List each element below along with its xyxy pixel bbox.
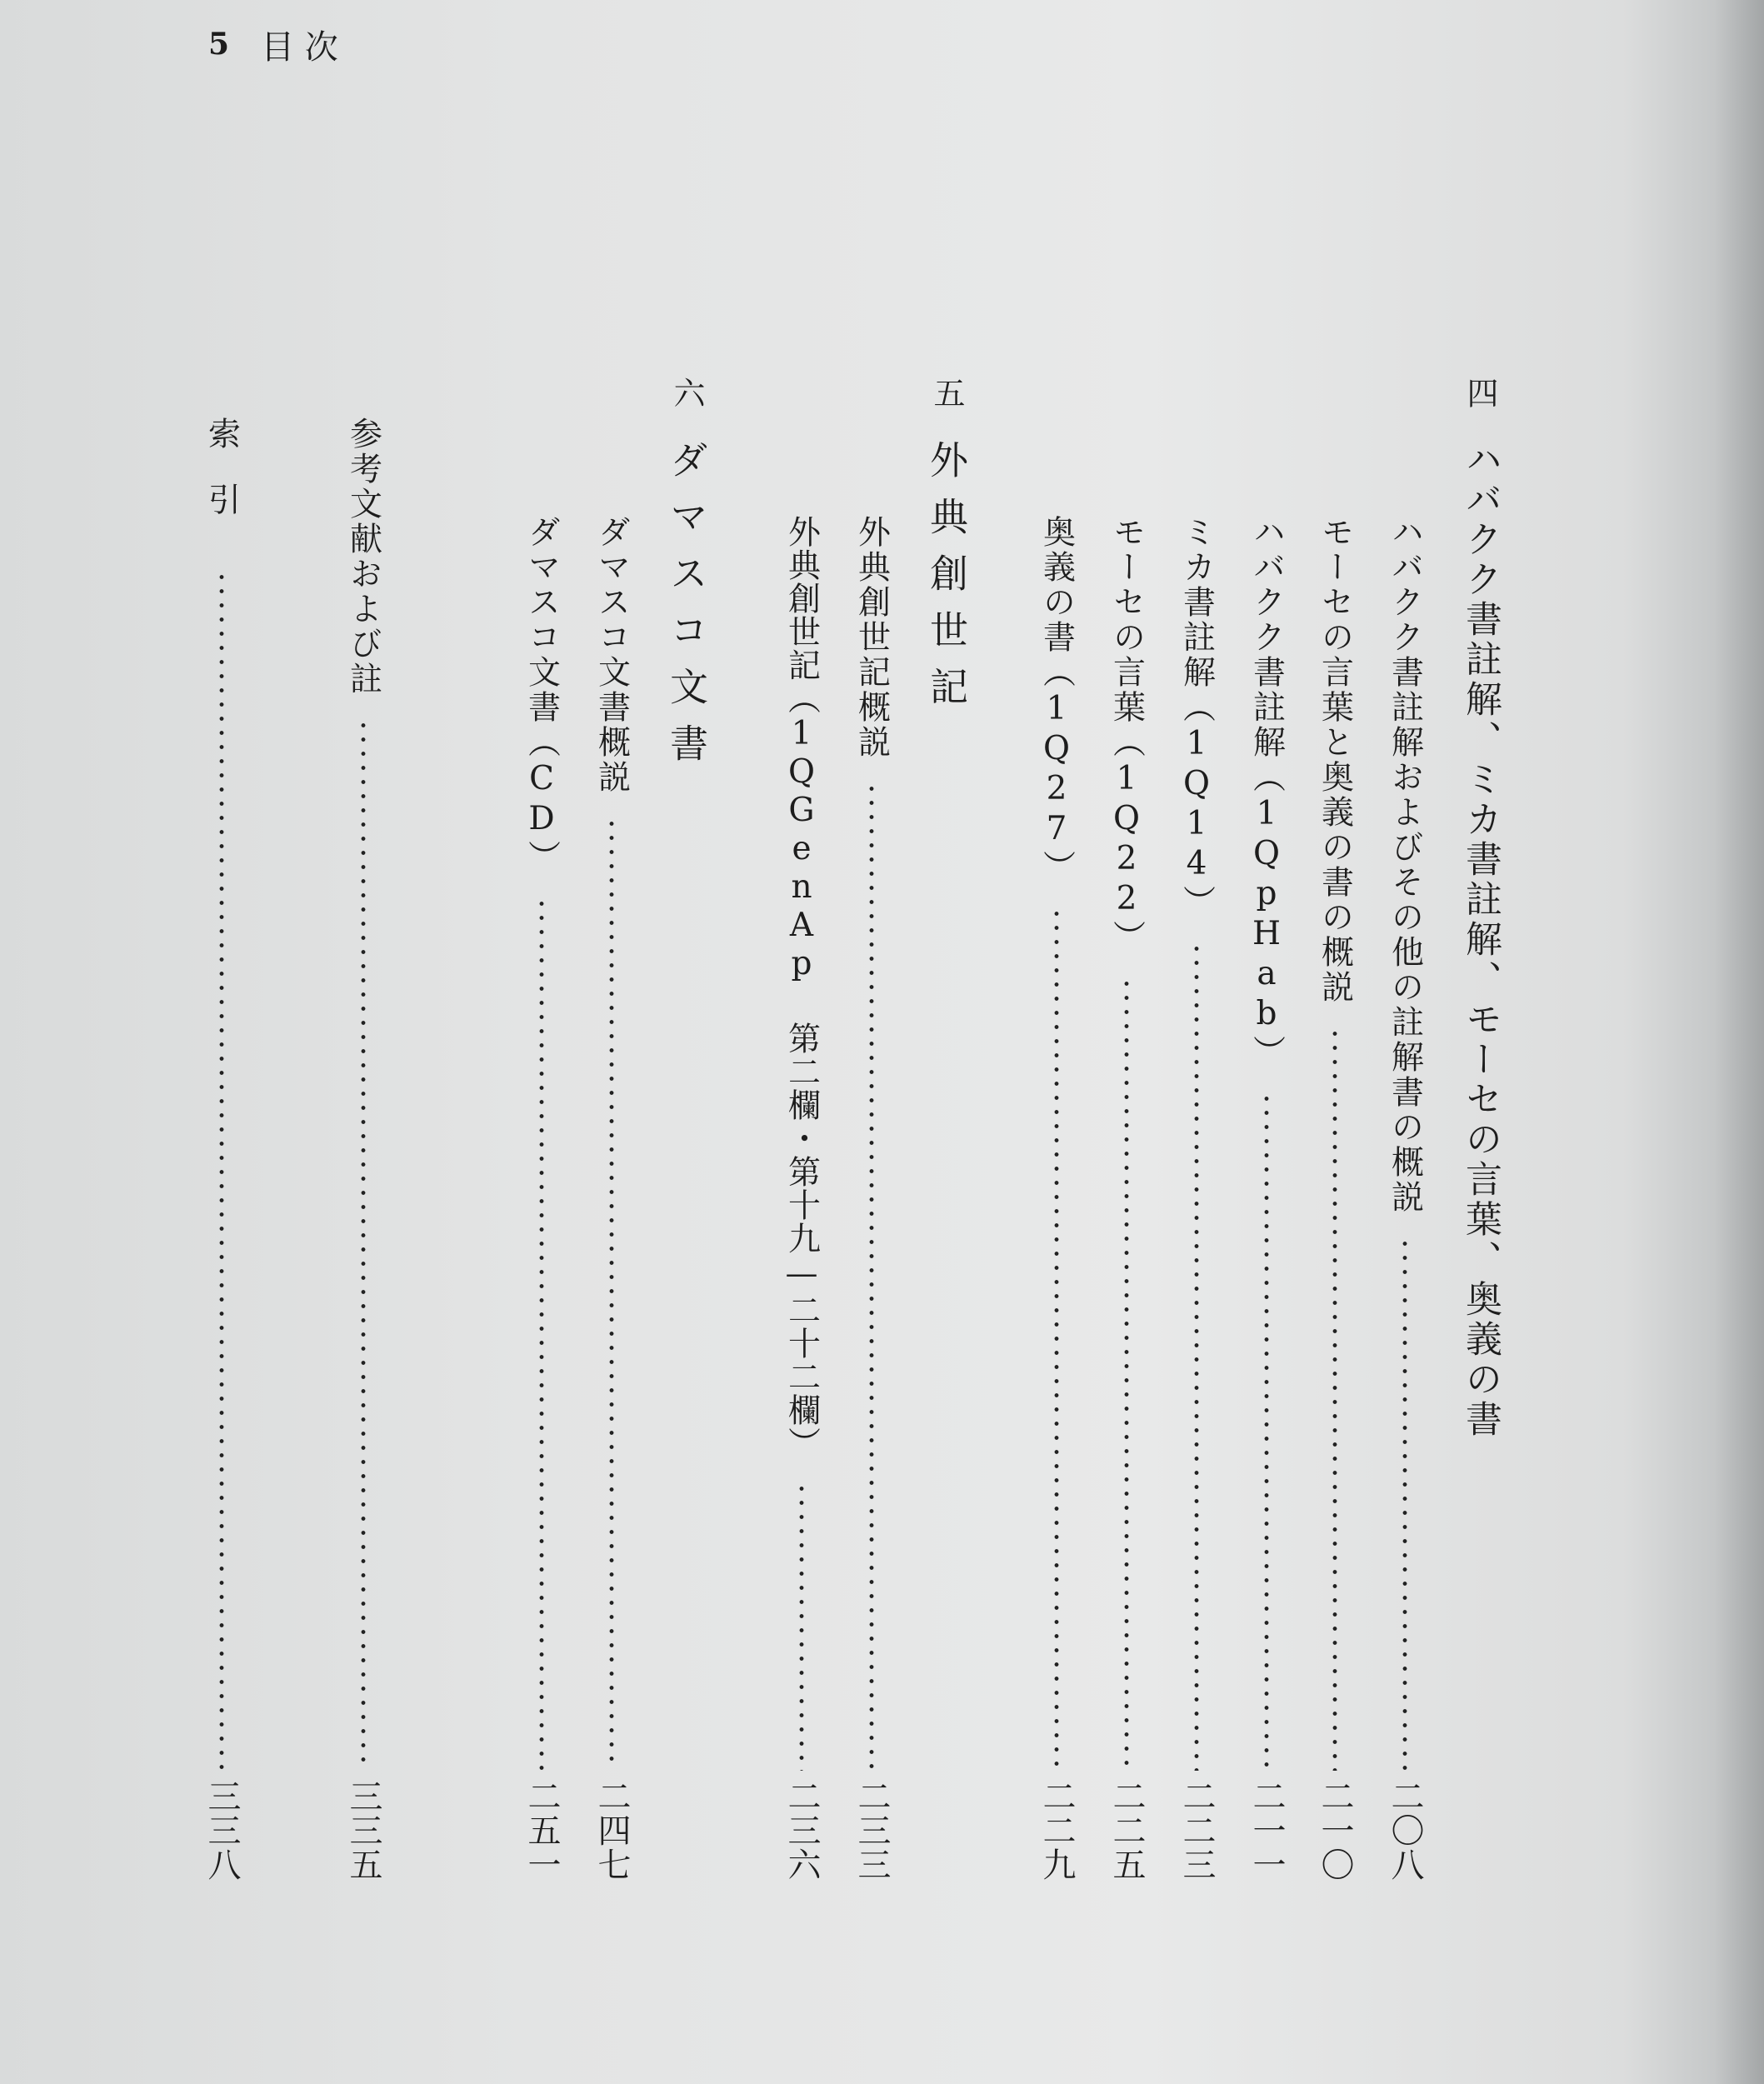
toc-entry-title: ハバクク書註解（1QpHab） xyxy=(1247,515,1286,1070)
toc-entry-title: 外典創世記（1QGenAp 第二欄・第十九—二十二欄） xyxy=(782,515,821,1460)
toc-entry[interactable] xyxy=(1032,515,1082,1882)
toc-entry-title: ダマスコ文書（CD） xyxy=(522,515,561,875)
leader-dots xyxy=(868,782,875,1771)
toc-entry[interactable] xyxy=(517,515,567,1882)
leader-dots xyxy=(1332,1027,1338,1771)
leader-dots xyxy=(1402,1237,1408,1771)
chapter-6-heading xyxy=(662,377,712,793)
page-edge-shadow xyxy=(1714,0,1764,2084)
chapter-numeral: 六 xyxy=(668,377,705,408)
toc-entry[interactable] xyxy=(777,515,827,1882)
toc-entry[interactable] xyxy=(1310,515,1360,1882)
toc-entry[interactable] xyxy=(847,515,897,1882)
toc-entry[interactable] xyxy=(1102,515,1152,1882)
chapter-4-heading xyxy=(1455,377,1505,1460)
toc-entry-title: 外典創世記概説 xyxy=(852,515,891,760)
chapter-title: 外典創世記 xyxy=(924,440,969,723)
chapter-title: ハバクク書註解、ミカ書註解、モーセの言葉、奥義の書 xyxy=(1459,440,1502,1440)
chapter-title: ダマスコ文書 xyxy=(664,440,709,780)
toc-entry-page: 二三三 xyxy=(852,1779,891,1882)
leader-dots xyxy=(1053,907,1060,1771)
toc-entry-title: ハバクク書註解およびその他の註解書の概説 xyxy=(1386,515,1424,1215)
page-number: 5 xyxy=(208,27,230,62)
leader-dots xyxy=(360,718,367,1771)
toc-entry[interactable] xyxy=(1172,515,1222,1882)
leader-dots xyxy=(1193,942,1200,1771)
chapter-numeral: 五 xyxy=(928,377,965,408)
toc-entry-page: 二二五 xyxy=(1107,1779,1146,1882)
leader-dots xyxy=(1263,1092,1270,1771)
toc-entry[interactable] xyxy=(1242,515,1292,1882)
toc-entry-page: 二三六 xyxy=(782,1779,821,1882)
toc-entry-page: 二四七 xyxy=(592,1779,631,1882)
toc-entry-page: 二五一 xyxy=(522,1779,561,1882)
toc-entry-title: モーセの言葉と奥義の書の概説 xyxy=(1316,515,1354,1005)
leader-dots xyxy=(218,570,225,1771)
toc-entry-title: 奥義の書（1Q27） xyxy=(1037,515,1076,885)
toc-entry-page: 二一一 xyxy=(1247,1779,1286,1882)
chapter-numeral: 四 xyxy=(1462,377,1498,408)
leader-dots xyxy=(1123,977,1130,1771)
toc-entry-page: 二二三 xyxy=(1177,1779,1216,1882)
toc-entry-index[interactable] xyxy=(197,417,247,1882)
leader-dots xyxy=(608,817,615,1771)
running-title: 目 次 xyxy=(261,27,338,67)
toc-entry-page: 三三八 xyxy=(202,1779,241,1882)
leader-dots xyxy=(798,1482,805,1771)
toc-entry-page: 二一〇 xyxy=(1316,1779,1354,1882)
running-header xyxy=(208,15,338,73)
toc-entry-title: ミカ書註解（1Q14） xyxy=(1177,515,1216,920)
toc-entry-title: ダマスコ文書概説 xyxy=(592,515,631,795)
toc-entry-title: 参考文献および註 xyxy=(344,417,382,697)
toc-entry[interactable] xyxy=(587,515,637,1882)
chapter-5-heading xyxy=(922,377,972,793)
leader-dots xyxy=(538,897,545,1771)
toc-entry-title: 索引 xyxy=(202,417,241,548)
toc-entry-references[interactable] xyxy=(338,417,388,1882)
toc-entry[interactable] xyxy=(1380,515,1430,1882)
toc-entry-title: モーセの言葉（1Q22） xyxy=(1107,515,1146,955)
toc-entry-page: 二二九 xyxy=(1037,1779,1076,1882)
toc-entry-page: 三三五 xyxy=(344,1779,382,1882)
toc-entry-page: 二〇八 xyxy=(1386,1779,1424,1882)
